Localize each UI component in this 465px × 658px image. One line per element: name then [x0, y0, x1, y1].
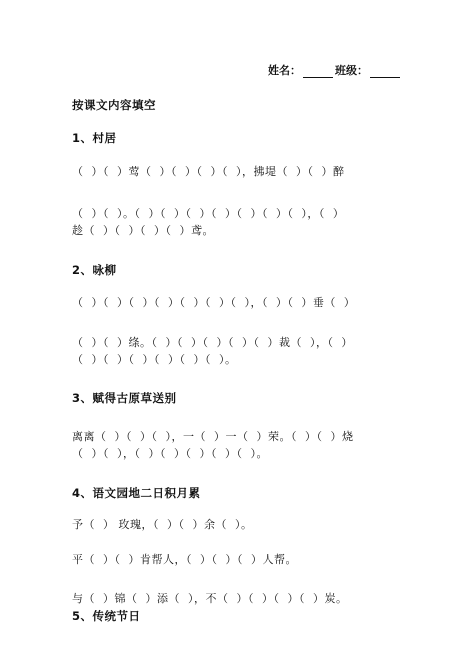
instruction-heading: 按课文内容填空: [72, 98, 156, 112]
fill-line: （ ）（ ）（ ）（ ）（ ）（ ）。: [72, 353, 237, 366]
fill-line: 予（ ） 玫瑰，（ ）（ ）余（ ）。: [72, 518, 253, 531]
section-title-1: 1、村居: [72, 131, 117, 145]
section-title-5: 5、传统节日: [72, 609, 141, 623]
fill-line: （ ）（ ）莺（ ）（ ）（ ）（ ），拂堤（ ）（ ）醉: [72, 165, 345, 178]
fill-line: （ ）（ ），（ ）（ ）（ ）（ ）（ ）。: [72, 447, 268, 460]
student-info-header: [268, 64, 400, 78]
name-blank: [303, 66, 333, 78]
fill-line: 平（ ）（ ）肯帮人，（ ）（ ）（ ）人帮。: [72, 553, 297, 566]
section-title-3: 3、赋得古原草送别: [72, 391, 177, 405]
name-label: 姓名：: [268, 64, 301, 77]
fill-line: 与（ ）锦（ ）添（ ），不（ ）（ ）（ ）（ ）炭。: [72, 592, 348, 605]
fill-line: （ ）（ ）。（ ）（ ）（ ）（ ）（ ）（ ）（ ），（ ）: [72, 207, 345, 220]
fill-line: 趁（ ）（ ）（ ）（ ）鸢。: [72, 224, 214, 237]
fill-line: （ ）（ ）绦。（ ）（ ）（ ）（ ）（ ）裁（ ），（ ）: [72, 336, 353, 349]
fill-line: （ ）（ ）（ ）（ ）（ ）（ ）（ ），（ ）（ ）垂（ ）: [72, 296, 356, 309]
section-title-4: 4、语文园地二日积月累: [72, 486, 201, 500]
class-blank: [370, 66, 400, 78]
fill-line: 离离（ ）（ ）（ ），一（ ）一（ ）荣。（ ）（ ）烧: [72, 430, 354, 443]
section-title-2: 2、咏柳: [72, 263, 117, 277]
class-label: 班级：: [335, 64, 368, 77]
